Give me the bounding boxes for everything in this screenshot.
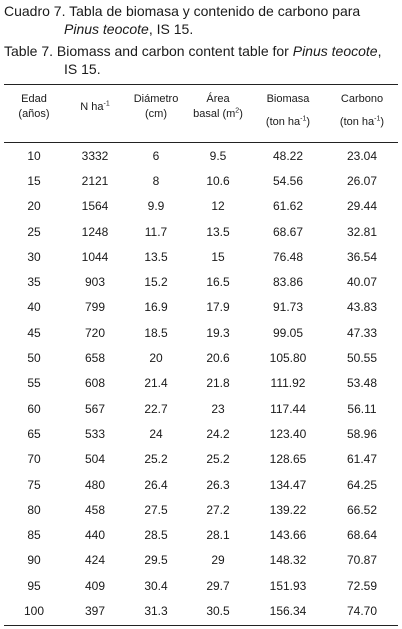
header-n-ha (64, 100, 126, 115)
cell-biomasa: 134.47 (269, 477, 307, 492)
header-n-ha-label: N ha (80, 101, 104, 113)
cell-diametro: 13.5 (144, 249, 168, 264)
cell-n-ha: 1044 (81, 249, 109, 264)
cell-edad: 65 (27, 426, 41, 441)
cell-biomasa: 61.62 (272, 199, 304, 214)
cell-n-ha: 658 (84, 351, 106, 366)
header-diametro-unit: (cm) (145, 108, 167, 120)
caption-english-comma: , (377, 43, 382, 59)
header-diametro (126, 92, 186, 122)
cell-carbono: 53.48 (346, 376, 378, 391)
cell-biomasa: 139.22 (269, 502, 307, 517)
cell-area-basal: 15 (211, 249, 225, 264)
caption-spanish-line2 (64, 20, 193, 38)
cell-area-basal: 20.6 (206, 351, 230, 366)
cell-area-basal: 24.2 (206, 426, 230, 441)
cell-biomasa: 54.56 (272, 173, 304, 188)
cell-carbono: 47.33 (346, 325, 378, 340)
header-carbono-unit (326, 115, 398, 130)
cell-carbono: 64.25 (346, 477, 378, 492)
cell-area-basal: 13.5 (206, 224, 230, 239)
cell-diametro: 21.4 (144, 376, 168, 391)
cell-biomasa: 117.44 (270, 401, 306, 416)
table-row (4, 396, 398, 421)
table-row (4, 345, 398, 370)
header-edad-label: Edad (21, 93, 47, 105)
cell-n-ha: 409 (84, 578, 106, 593)
cell-diametro: 20 (149, 351, 163, 366)
table-row (4, 219, 398, 244)
caption-english-text: Table 7. Biomass and carbon content table for (4, 43, 293, 59)
cell-area-basal: 23 (211, 401, 225, 416)
caption-spanish-line1 (4, 2, 360, 20)
cell-area-basal: 10.6 (206, 173, 230, 188)
cell-carbono: 66.52 (346, 502, 378, 517)
cell-biomasa: 99.05 (272, 325, 304, 340)
cell-n-ha: 1248 (81, 224, 109, 239)
header-biomasa-unit (250, 115, 326, 130)
cell-carbono: 36.54 (346, 249, 378, 264)
cell-biomasa: 148.32 (269, 553, 307, 568)
cell-n-ha: 1564 (81, 199, 109, 214)
header-n-ha-sup: -1 (103, 100, 110, 108)
cell-diametro: 11.7 (144, 224, 168, 239)
table-row (4, 168, 398, 193)
cell-area-basal: 21.8 (206, 376, 230, 391)
cell-area-basal: 27.2 (206, 502, 230, 517)
cell-carbono: 32.81 (346, 224, 378, 239)
cell-edad: 45 (27, 325, 41, 340)
cell-carbono: 56.11 (347, 401, 377, 416)
cell-n-ha: 504 (84, 452, 106, 467)
biomass-carbon-table (4, 143, 398, 624)
caption-english-line2 (64, 60, 101, 78)
cell-n-ha: 440 (84, 528, 106, 543)
cell-area-basal: 29 (211, 553, 225, 568)
cell-edad: 50 (27, 351, 41, 366)
cell-edad: 20 (27, 199, 41, 214)
cell-area-basal: 29.7 (206, 578, 230, 593)
header-carbono-sup: -1 (374, 115, 381, 123)
cell-n-ha: 458 (84, 502, 106, 517)
caption-english-suffix: IS 15. (64, 61, 101, 77)
cell-n-ha: 3332 (81, 148, 109, 163)
header-area-basal-text: basal (m (193, 108, 236, 120)
cell-biomasa: 143.66 (269, 528, 307, 543)
cell-biomasa: 111.92 (270, 376, 306, 391)
cell-biomasa: 68.67 (272, 224, 304, 239)
header-area-basal (186, 92, 250, 122)
cell-edad: 25 (27, 224, 41, 239)
table-row (4, 269, 398, 294)
header-edad (4, 92, 64, 122)
cell-carbono: 68.64 (346, 528, 378, 543)
cell-area-basal: 25.2 (206, 452, 230, 467)
cell-diametro: 22.7 (144, 401, 168, 416)
cell-biomasa: 151.93 (269, 578, 307, 593)
cell-carbono: 26.07 (346, 173, 378, 188)
cell-carbono: 72.59 (346, 578, 378, 593)
cell-n-ha: 799 (84, 300, 106, 315)
cell-carbono: 43.83 (346, 300, 378, 315)
cell-n-ha: 424 (84, 553, 106, 568)
cell-biomasa: 105.80 (269, 351, 307, 366)
table-row (4, 320, 398, 345)
cell-edad: 15 (27, 173, 41, 188)
cell-carbono: 70.87 (346, 553, 378, 568)
table-row (4, 194, 398, 219)
cell-biomasa: 91.73 (272, 300, 304, 315)
header-area-sup: 2 (235, 107, 240, 115)
cell-edad: 10 (27, 148, 41, 163)
header-carbono-close: ) (380, 116, 385, 128)
cell-area-basal: 17.9 (206, 300, 230, 315)
cell-carbono: 58.96 (346, 426, 378, 441)
cell-area-basal: 16.5 (206, 275, 230, 290)
table-row (4, 143, 398, 168)
table-row (4, 522, 398, 547)
cell-biomasa: 156.34 (269, 603, 307, 618)
cell-area-basal: 9.5 (209, 148, 227, 163)
species-name-spanish: Pinus teocote (64, 21, 149, 37)
header-area-unit (186, 107, 250, 122)
cell-biomasa: 76.48 (272, 249, 304, 264)
cell-edad: 90 (27, 553, 41, 568)
cell-edad: 35 (27, 275, 41, 290)
cell-carbono: 40.07 (346, 275, 378, 290)
header-edad-unit: (años) (18, 108, 50, 120)
table-row (4, 548, 398, 573)
header-biomasa-close: ) (306, 116, 311, 128)
caption-spanish-suffix: , IS 15. (148, 21, 194, 37)
cell-diametro: 6 (152, 148, 160, 163)
cell-n-ha: 608 (84, 376, 106, 391)
header-carbono (326, 92, 398, 130)
cell-diametro: 27.5 (144, 502, 168, 517)
cell-area-basal: 28.1 (206, 528, 230, 543)
cell-edad: 85 (27, 528, 41, 543)
header-area-close: ) (239, 108, 243, 120)
cell-area-basal: 30.5 (206, 603, 230, 618)
table-row (4, 497, 398, 522)
cell-n-ha: 903 (84, 275, 106, 290)
header-carbono-unit-text: (ton ha (339, 116, 375, 128)
cell-edad: 60 (27, 401, 41, 416)
cell-n-ha: 533 (84, 426, 106, 441)
table-row (4, 371, 398, 396)
cell-n-ha: 720 (84, 325, 106, 340)
header-carbono-label: Carbono (340, 93, 384, 105)
cell-diametro: 29.5 (144, 553, 168, 568)
cell-diametro: 15.2 (144, 275, 168, 290)
cell-area-basal: 26.3 (206, 477, 230, 492)
cell-biomasa: 83.86 (272, 275, 304, 290)
cell-edad: 30 (27, 249, 41, 264)
cell-diametro: 25.2 (144, 452, 168, 467)
cell-carbono: 74.70 (346, 603, 378, 618)
table-row (4, 447, 398, 472)
species-name-english: Pinus teocote (292, 43, 378, 59)
cell-biomasa: 48.22 (272, 148, 304, 163)
caption-spanish-text: Cuadro 7. Tabla de biomasa y contenido de carbono para (4, 3, 361, 19)
header-area-label: Área (206, 93, 230, 105)
cell-edad: 70 (27, 452, 41, 467)
table-body (4, 143, 398, 624)
cell-biomasa: 128.65 (269, 452, 307, 467)
cell-biomasa: 123.40 (269, 426, 307, 441)
cell-diametro: 16.9 (144, 300, 168, 315)
cell-n-ha: 480 (84, 477, 106, 492)
cell-area-basal: 12 (211, 199, 225, 214)
table-bottom-rule (4, 625, 398, 626)
cell-carbono: 50.55 (346, 351, 378, 366)
cell-edad: 40 (27, 300, 41, 315)
cell-n-ha: 397 (84, 603, 106, 618)
table-row (4, 421, 398, 446)
cell-edad: 80 (27, 502, 41, 517)
header-diametro-label: Diámetro (133, 93, 179, 105)
cell-carbono: 61.47 (346, 452, 378, 467)
table-row (4, 244, 398, 269)
cell-edad: 100 (23, 603, 45, 618)
table-row (4, 573, 398, 598)
cell-diametro: 24 (149, 426, 163, 441)
table-row (4, 472, 398, 497)
cell-n-ha: 2121 (81, 173, 109, 188)
cell-diametro: 8 (152, 173, 160, 188)
table-top-rule (4, 84, 398, 85)
header-biomasa-sup: -1 (300, 115, 307, 123)
cell-edad: 55 (27, 376, 41, 391)
cell-area-basal: 19.3 (206, 325, 230, 340)
cell-diametro: 28.5 (144, 528, 168, 543)
cell-diametro: 26.4 (144, 477, 168, 492)
cell-n-ha: 567 (84, 401, 106, 416)
cell-diametro: 9.9 (147, 199, 165, 214)
header-biomasa-unit-text: (ton ha (265, 116, 301, 128)
cell-edad: 95 (27, 578, 41, 593)
table-row (4, 598, 398, 623)
header-biomasa (250, 92, 326, 130)
cell-diametro: 18.5 (144, 325, 168, 340)
cell-carbono: 29.44 (346, 199, 378, 214)
table-row (4, 295, 398, 320)
cell-edad: 75 (27, 477, 41, 492)
cell-diametro: 31.3 (144, 603, 168, 618)
cell-diametro: 30.4 (144, 578, 168, 593)
caption-english-line1 (4, 42, 381, 60)
cell-carbono: 23.04 (346, 148, 378, 163)
header-biomasa-label: Biomasa (266, 93, 310, 105)
